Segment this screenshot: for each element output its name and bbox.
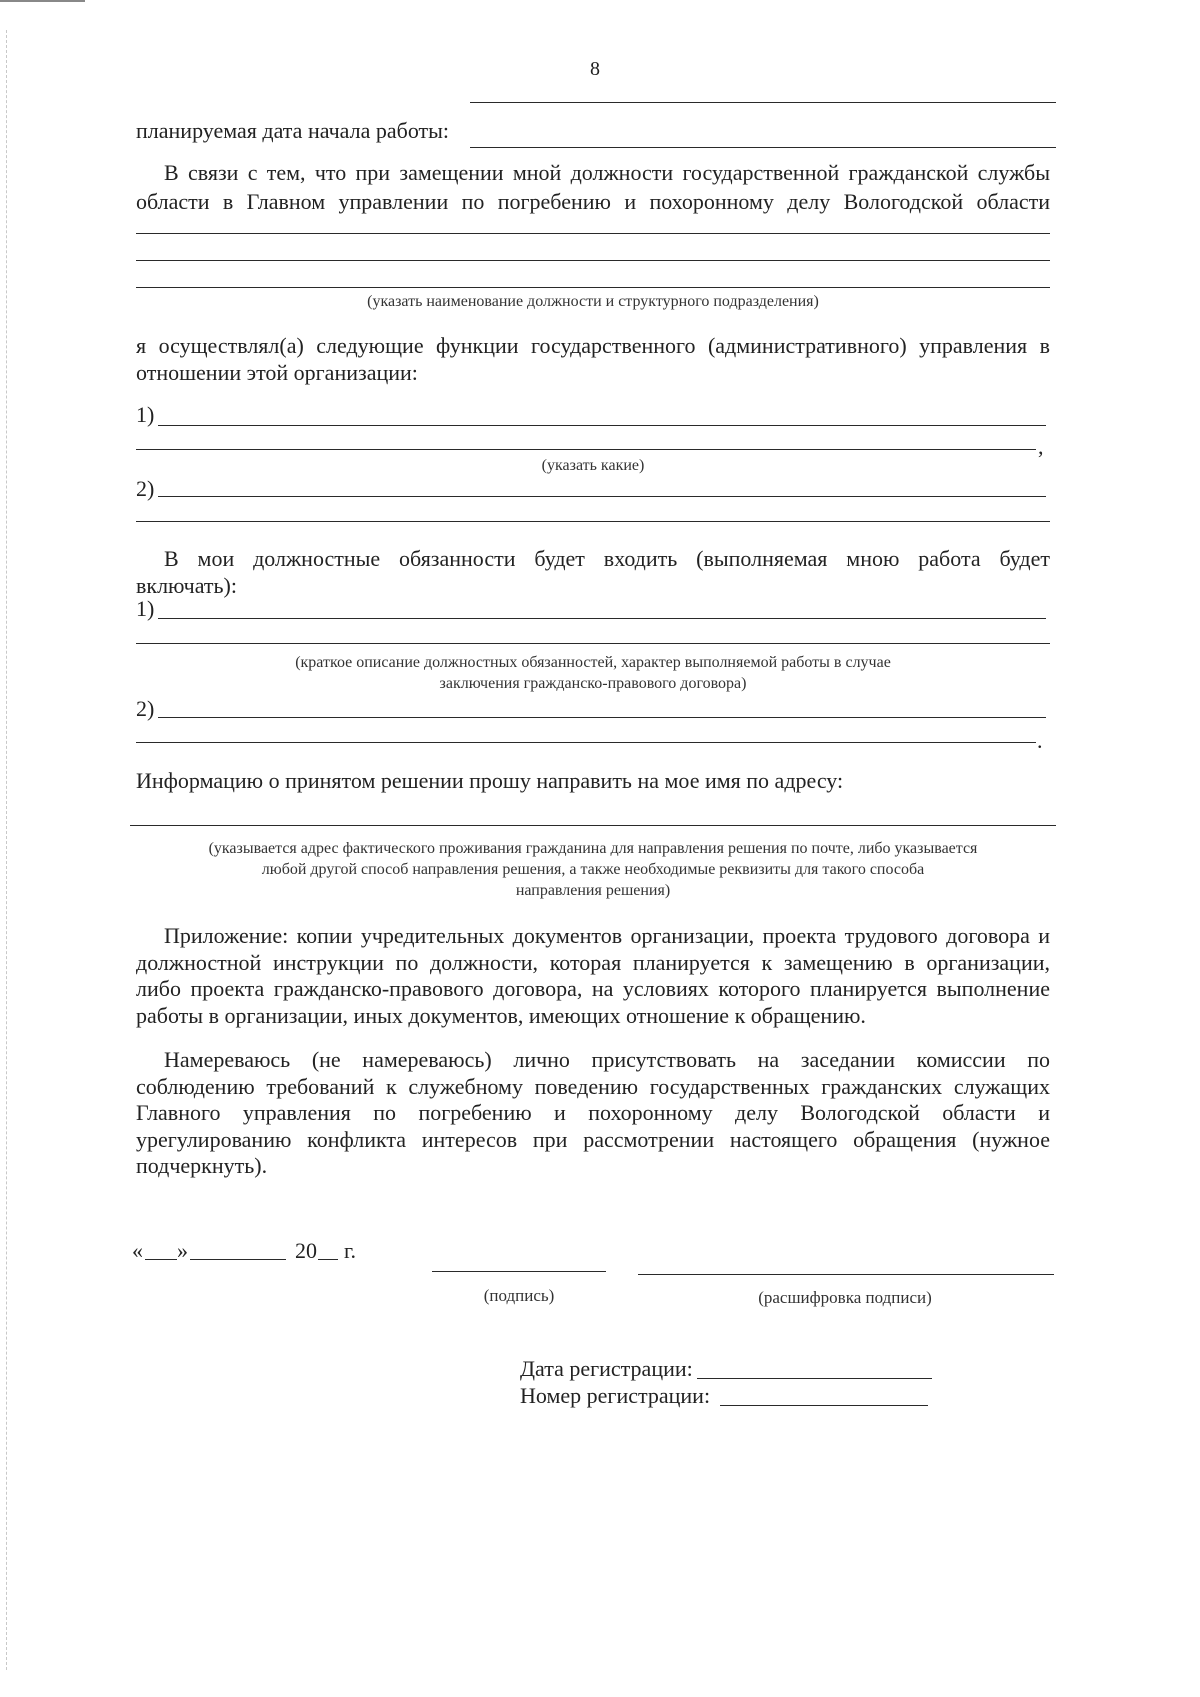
intent-line: Намереваюсь (не намереваюсь) лично присутствовать на заседании комиссии по xyxy=(164,1047,1050,1072)
blank-line xyxy=(470,102,1056,103)
appendix-line: должностной инструкции по должности, которая планируется к замещению в организации, xyxy=(136,949,1050,975)
functions-paragraph xyxy=(136,333,1050,386)
appendix-line: либо проекта гражданско-правового договора, на условиях которого планируется выполнение xyxy=(136,976,1050,1001)
appendix-paragraph xyxy=(136,923,1050,1029)
duty-2-field[interactable] xyxy=(158,717,1046,718)
intent-line: подчеркнуть). xyxy=(136,1153,268,1178)
duties-paragraph xyxy=(136,546,1050,599)
hint-position: (указать наименование должности и структурного подразделения) xyxy=(367,293,819,310)
reg-number-label: Номер регистрации: xyxy=(520,1383,711,1408)
signature-label: (подпись) xyxy=(483,1286,555,1305)
hint-duties-line: заключения гражданско-правового договора) xyxy=(439,675,747,692)
date-open-quote: « xyxy=(132,1238,143,1263)
hint-address-line: (указывается адрес фактического проживания гражданина для направления решения по почте, либо указывается xyxy=(208,840,978,857)
duties-line: В мои должностные обязанности будет входить (выполняемая мною работа будет xyxy=(164,546,1050,571)
date-close-quote: » xyxy=(177,1238,188,1263)
appendix-line: работы в организации, иных документов, имеющих отношение к обращению. xyxy=(136,1002,866,1028)
hint-address-line: направления решения) xyxy=(515,882,671,899)
month-field[interactable] xyxy=(190,1259,286,1260)
appendix-line: Приложение: копии учредительных документов организации, проекта трудового договора и xyxy=(164,923,1050,948)
address-field[interactable] xyxy=(130,825,1056,826)
year-prefix: 20 xyxy=(295,1238,317,1263)
reg-date-label: Дата регистрации: xyxy=(520,1356,693,1381)
reg-number-field[interactable] xyxy=(720,1405,928,1406)
hint-duties xyxy=(136,652,1050,694)
signature-decode-field[interactable] xyxy=(638,1274,1054,1275)
intent-line: соблюдению требований к служебному поведению государственных гражданских служащих xyxy=(136,1073,1050,1099)
start-date-field[interactable] xyxy=(470,147,1056,148)
intro-paragraph xyxy=(136,160,1050,215)
reg-date-field[interactable] xyxy=(697,1378,932,1379)
intent-paragraph xyxy=(136,1047,1050,1180)
duty-1-field[interactable] xyxy=(158,618,1046,619)
functions-line: я осуществлял(а) следующие функции государственного (административного) управления в xyxy=(136,333,1050,358)
scan-edge-line xyxy=(6,30,7,1670)
duties-line: включать): xyxy=(136,572,237,598)
intro-line: области в Главном управлении по погребению и похоронному делу Вологодской области xyxy=(136,188,1050,214)
function-1-field[interactable] xyxy=(136,449,1036,450)
hint-which: (указать какие) xyxy=(541,457,645,474)
item-number: 2) xyxy=(136,696,155,721)
info-line: Информацию о принятом решении прошу направить на мое имя по адресу: xyxy=(136,768,844,793)
signature-field[interactable] xyxy=(432,1271,606,1272)
duty-2-field[interactable] xyxy=(136,742,1036,743)
hint-duties-line: (краткое описание должностных обязанностей, характер выполняемой работы в случае xyxy=(295,654,891,671)
year-field[interactable] xyxy=(318,1259,338,1260)
function-2-field[interactable] xyxy=(158,496,1046,497)
hint-address-line: любой другой способ направления решения, а также необходимые реквизиты для такого способа xyxy=(261,861,925,878)
function-1-field[interactable] xyxy=(158,425,1046,426)
intro-line: В связи с тем, что при замещении мной должности государственной гражданской службы xyxy=(164,160,1050,185)
day-field[interactable] xyxy=(145,1259,177,1260)
hint-address xyxy=(136,838,1050,901)
item-number: 1) xyxy=(136,596,155,621)
scan-edge-mark xyxy=(0,0,85,2)
duty-1-field[interactable] xyxy=(136,643,1050,644)
functions-line: отношении этой организации: xyxy=(136,359,418,385)
period: . xyxy=(1037,728,1043,753)
start-date-label: планируемая дата начала работы: xyxy=(136,118,450,143)
intent-line: Главного управления по погребению и похоронному делу Вологодской области и xyxy=(136,1100,1050,1125)
function-2-field[interactable] xyxy=(136,521,1050,522)
intent-line: урегулированию конфликта интересов при рассмотрении настоящего обращения (нужное xyxy=(136,1126,1050,1152)
page-number: 8 xyxy=(590,58,600,80)
year-suffix: г. xyxy=(344,1238,357,1263)
position-field[interactable] xyxy=(136,233,1050,234)
comma: , xyxy=(1038,434,1044,459)
position-field[interactable] xyxy=(136,287,1050,288)
position-field[interactable] xyxy=(136,260,1050,261)
item-number: 1) xyxy=(136,402,155,427)
signature-decode-label: (расшифровка подписи) xyxy=(758,1288,932,1307)
item-number: 2) xyxy=(136,476,155,501)
